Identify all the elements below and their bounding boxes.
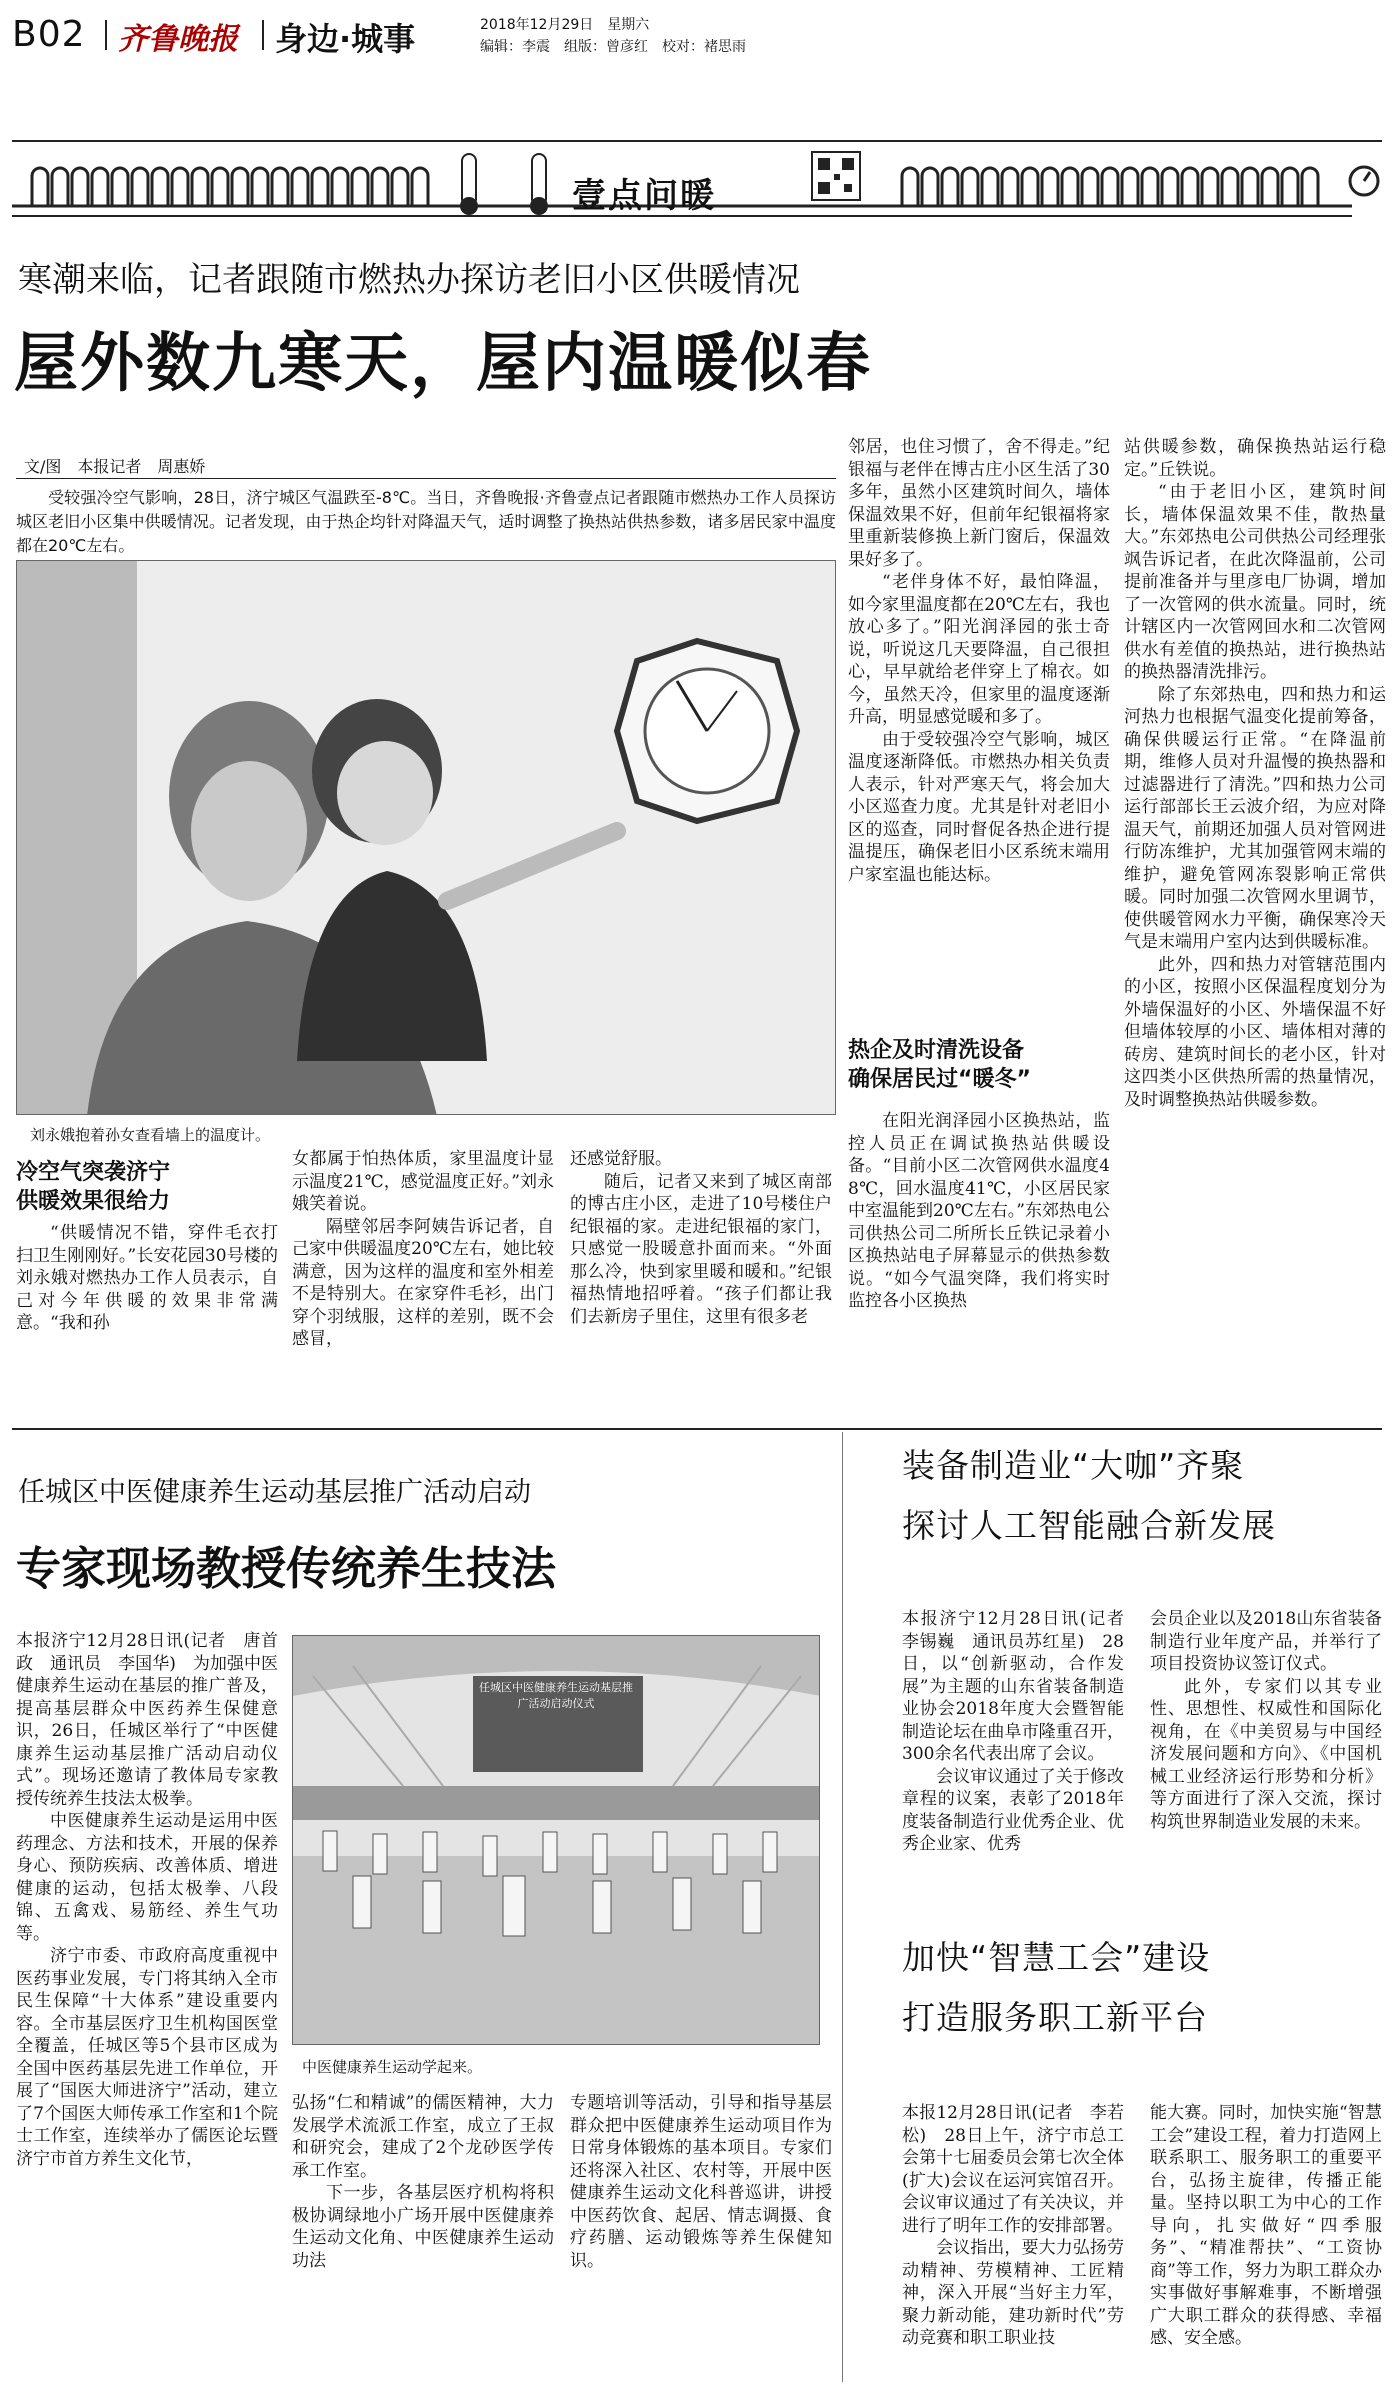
- photo-caption: 中医健康养生运动学起来。: [302, 2058, 483, 2076]
- thermometer-icon: [460, 154, 478, 215]
- article-column: 本报12月28日讯(记者 李若松) 28日上午，济宁市总工会第十七届委员会第七次全体(扩大)会议在运河宾馆召开。会议审议通过了有关决议，并进行了明年工作的安排部署。 会议指出，要大力弘扬劳动精神、劳模精神、工匠精神，深入开展“当好主力军，聚力新动能，建功新时代”劳动竞赛和职工职业技: [902, 2103, 1124, 2348]
- article-column: “供暖情况不错，穿件毛衣打扫卫生刚刚好。”长安花园30号楼的刘永娥对燃热办工作人员表示，自己对今年供暖的效果非常满意。“我和孙: [16, 1223, 278, 1333]
- column-banner-title: 壹点问暖: [572, 176, 716, 216]
- subheading: 热企及时清洗设备 确保居民过“暖冬”: [848, 1038, 1031, 1092]
- article-headline: 装备制造业“大咖”齐聚 探讨人工智能融合新发展: [902, 1446, 1276, 1545]
- article-column: 本报济宁12月28日讯(记者 李锡巍 通讯员苏红星) 28日，以“创新驱动，合作发展”为主题的山东省装备制造业协会2018年度大会暨智能制造论坛在曲阜市隆重召开，300余名代表出席了会议。 会议审议通过了关于修改章程的议案，表彰了2018年度装备制造行业优秀企业、优秀企业家、优秀: [902, 1609, 1141, 1854]
- designer: 组版：曾彦红: [564, 39, 648, 55]
- article-column: 在阳光润泽园小区换热站，监控人员正在调试换热站供暖设备。“目前小区二次管网供水温度48℃，回水温度41℃，小区居民家中室温能到20℃左右。”东郊热电公司供热公司二所所长丘铁记录着小区换热站电子屏幕显示的供热参数说。“如今气温突降，我们将实时监控各小区换热: [848, 1111, 1110, 1311]
- photo-caption: 刘永娥抱着孙女查看墙上的温度计。: [30, 1126, 271, 1144]
- subheading: 冷空气突袭济宁 供暖效果很给力: [16, 1160, 171, 1214]
- issue-weekday: 星期六: [607, 17, 650, 33]
- header-divider: [262, 20, 264, 50]
- page-number: B02: [12, 14, 86, 55]
- section-divider: [12, 1428, 1382, 1430]
- article-headline: 屋外数九寒天，屋内温暖似春: [14, 327, 872, 401]
- column-divider: [842, 1432, 843, 2382]
- section-title: 身边·城事: [275, 20, 416, 58]
- newspaper-logo: 齐鲁晚报: [118, 22, 238, 57]
- editor: 编辑：李震: [480, 39, 550, 55]
- header-divider: [105, 20, 107, 50]
- article-kicker: 寒潮来临，记者跟随市燃热办探访老旧小区供暖情况: [18, 260, 800, 300]
- article-column: 弘扬“仁和精诚”的儒医精神，大力发展学术流派工作室，成立了王叔和研究会，建成了2个龙砂医学传承工作室。 下一步，各基层医疗机构将积极协调绿地小广场开展中医健康养生运动文化角、中医健康养生运动功法: [292, 2093, 554, 2271]
- article-column: 本报济宁12月28日讯(记者 唐首政 通讯员 李国华) 为加强中医健康养生运动在基层的推广普及，提高基层群众中医药养生保健意识，26日，任城区举行了“中医健康养生运动基层推广活动启动仪式”。现场还邀请了教体局专家教授传统养生技法太极拳。 中医健康养生运动是运用中医药理念、方法和技术，开展的保养身心、预防疾病、改善体质、增进健康的运动，包括太极拳、八段锦、五禽戏、易筋经、养生气功等。 济宁市委、市政府高度重视中医药事业发展，专门将其纳入全市民生保障“十大体系”建设重要内容。全市基层医疗卫生机构国医堂全覆盖，任城区等5个县市区成为全国中医药基层先进工作单位，开展了“国医大师进济宁”活动，建立了7个国医大师传承工作室和1个院士工作室，连续举办了儒医论坛暨济宁市首方养生文化节，: [16, 1631, 278, 2169]
- article-column: 女都属于怕热体质，家里温度计显示温度21℃，感觉温度正好。”刘永娥笑着说。 隔壁邻居李阿姨告诉记者，自己家中供暖温度20℃左右，她比较满意，因为这样的温度和室外相差不是特别大。在家穿件毛衫，出门穿个羽绒服，这样的差别，既不会感冒，: [292, 1149, 554, 1349]
- header-meta: [480, 14, 746, 58]
- top-rule: [12, 140, 1382, 142]
- article-column: 专题培训等活动，引导和指导基层群众把中医健康养生运动项目作为日常身体锻炼的基本项目。专家们还将深入社区、农村等，开展中医健康养生运动文化科普巡讲，讲授中医药饮食、起居、情志调摄、食疗药膳、运动锻炼等养生保健知识。: [570, 2093, 832, 2271]
- article-column: 会员企业以及2018山东省装备制造行业年度产品，并举行了项目投资协议签订仪式。 此外，专家们以其专业性、思想性、权威性和国际化视角，在《中美贸易与中国经济发展问题和方向》、《中国机械工业经济运行形势和分析》等方面进行了深入交流，探讨构筑世界制造业发展的未来。: [1150, 1609, 1382, 1832]
- article-column: 站供暖参数，确保换热站运行稳定。”丘铁说。 “由于老旧小区，建筑时间长，墙体保温效果不佳，散热量大。”东郊热电公司供热公司经理张飒告诉记者，在此次降温前，公司提前准备并与里彦电厂协调，增加了一次管网的供水流量。同时，统计辖区内一次管网回水和二次管网供水有差值的换热站，进行换热站的换热器清洗排污。 除了东郊热电，四和热力和运河热力也根据气温变化提前筹备，确保供暖运行正常。“在降温前期，维修人员对升温慢的换热器和过滤器进行了清洗。”四和热力公司运行部部长王云波介绍，为应对降温天气，前期还加强人员对管网进行防冻维护，尤其加强管网末端的维护，避免管网冻裂影响正常供暖。同时加强二次管网水里调节，使供暖管网水力平衡，确保寒冷天气是末端用户室内达到供暖标准。 此外，四和热力对管辖范围内的小区，按照小区保温程度划分为外墙保温好的小区、外墙保温不好但墙体较厚的小区、墙体相对薄的砖房、建筑时间长的老小区，针对这四类小区供热所需的热量情况，及时调整换热站供暖参数。: [1124, 437, 1386, 1110]
- article-headline: 加快“智慧工会”建设 打造服务职工新平台: [902, 1938, 1211, 2037]
- article-column: 还感觉舒服。 随后，记者又来到了城区南部的博古庄小区，走进了10号楼住户纪银福的家。走进纪银福的家门，只感觉一股暖意扑面而来。“外面那么冷，快到家里暖和暖和。”纪银福热情地招呼着。“孩子们都让我们去新房子里住，这里有很多老: [570, 1149, 832, 1327]
- article-headline: 专家现场教授传统养生技法: [16, 1542, 557, 1595]
- lead-paragraph: 受较强冷空气影响，28日，济宁城区气温跌至-8℃。当日，齐鲁晚报·齐鲁壹点记者跟随市燃热办工作人员探访城区老旧小区集中供暖情况。记者发现，由于热企均针对降温天气，适时调整了换热站供热参数，诸多居民家中温度都在20℃左右。: [16, 488, 836, 555]
- article-column: 能大赛。同时，加快实施“智慧工会”建设工程，着力打造网上联系职工、服务职工的重要平台，弘扬主旋律，传播正能量。坚持以职工为中心的工作导向，扎实做好“四季服务”、“精准帮扶”、“工资协商”等工作，努力为职工群众办实事做好事解难事，不断增强广大职工群众的获得感、幸福感、安全感。: [1150, 2103, 1382, 2348]
- byline: 文/图 本报记者 周惠娇: [24, 457, 206, 476]
- issue-date: 2018年12月29日: [480, 17, 594, 33]
- divider: [16, 478, 836, 479]
- article-kicker: 任城区中医健康养生运动基层推广活动启动: [18, 1477, 531, 1508]
- grandmother-child-thermometer-photo: [17, 561, 836, 1115]
- news-photo: [16, 560, 836, 1115]
- article-column: 邻居，也住习惯了，舍不得走。”纪银福与老伴在博古庄小区生活了30多年，虽然小区建筑时间久，墙体保温效果不好，但前年纪银福将家里重新装修换上新门窗后，保温效果好多了。 “老伴身体不好，最怕降温，如今家里温度都在20℃左右，我也放心多了。”阳光润泽园的张士奇说，听说这几天要降温，自己很担心，早早就给老伴穿上了棉衣。如今，虽然天冷，但家里的温度逐渐升高，明显感觉暖和多了。 由于受较强冷空气影响，城区温度逐渐降低。市燃热办相关负责人表示，针对严寒天气，将会加大小区巡查力度。尤其是针对老旧小区的巡查，同时督促各热企进行提温提压，确保老旧小区系统末端用户家室温也能达标。: [848, 437, 1110, 885]
- event-banner-text: 任城区中医健康养生运动基层推广活动启动仪式: [479, 1681, 633, 1710]
- proofreader: 校对：褚思雨: [662, 39, 746, 55]
